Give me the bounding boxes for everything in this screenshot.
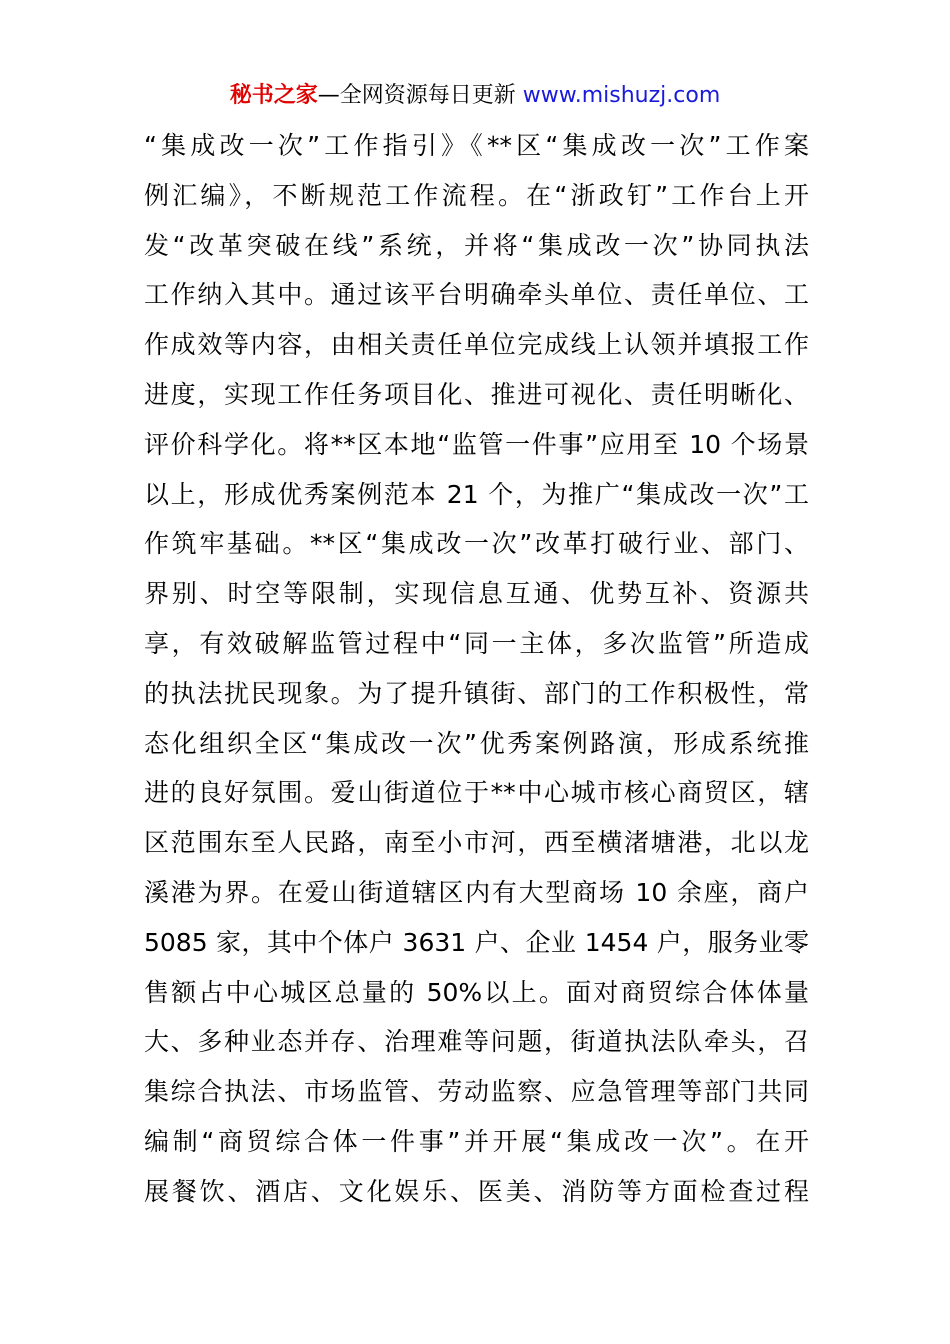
body-line: 发“改革突破在线”系统，并将“集成改一次”协同执法 [144, 230, 809, 260]
body-line: 作筑牢基础。**区“集成改一次”改革打破行业、部门、 [144, 529, 809, 559]
body-line: 集综合执法、市场监管、劳动监察、应急管理等部门共同 [144, 1077, 809, 1107]
body-line: 享，有效破解监管过程中“同一主体，多次监管”所造成 [144, 628, 809, 658]
body-line: 5085 家，其中个体户 3631 户、企业 1454 户，服务业零 [144, 927, 809, 957]
body-line: 售额占中心城区总量的 50%以上。面对商贸综合体体量 [144, 977, 809, 1007]
site-header [0, 80, 950, 112]
body-line: 以上，形成优秀案例范本 21 个，为推广“集成改一次”工 [144, 479, 809, 509]
body-line: “集成改一次”工作指引》《**区“集成改一次”工作案 [144, 131, 809, 160]
body-line: 的执法扰民现象。为了提升镇街、部门的工作积极性，常 [144, 678, 809, 708]
document-body [144, 121, 809, 1217]
body-line: 评价科学化。将**区本地“监管一件事”应用至 10 个场景 [144, 429, 809, 459]
body-line: 大、多种业态并存、治理难等问题，街道执法队牵头，召 [144, 1027, 809, 1057]
body-line: 作成效等内容，由相关责任单位完成线上认领并填报工作 [144, 330, 809, 360]
site-tagline: —全网资源每日更新 [317, 83, 516, 108]
body-line: 进的良好氛围。爱山街道位于**中心城市核心商贸区，辖 [144, 778, 809, 808]
site-brand: 秘书之家 [229, 83, 318, 108]
body-line: 溪港为界。在爱山街道辖区内有大型商场 10 余座，商户 [144, 877, 809, 907]
site-url[interactable]: www.mishuzj.com [522, 83, 721, 108]
body-line: 工作纳入其中。通过该平台明确牵头单位、责任单位、工 [144, 280, 809, 310]
body-line: 编制“商贸综合体一件事”并开展“集成改一次”。在开 [144, 1126, 809, 1156]
body-line: 例汇编》，不断规范工作流程。在“浙政钉”工作台上开 [144, 180, 809, 210]
body-line: 区范围东至人民路，南至小市河，西至横渚塘港，北以龙 [144, 828, 809, 858]
body-line: 界别、时空等限制，实现信息互通、优势互补、资源共 [144, 579, 809, 609]
body-line: 进度，实现工作任务项目化、推进可视化、责任明晰化、 [144, 379, 809, 409]
body-line: 态化组织全区“集成改一次”优秀案例路演，形成系统推 [144, 728, 809, 758]
body-line: 展餐饮、酒店、文化娱乐、医美、消防等方面检查过程 [144, 1176, 809, 1206]
